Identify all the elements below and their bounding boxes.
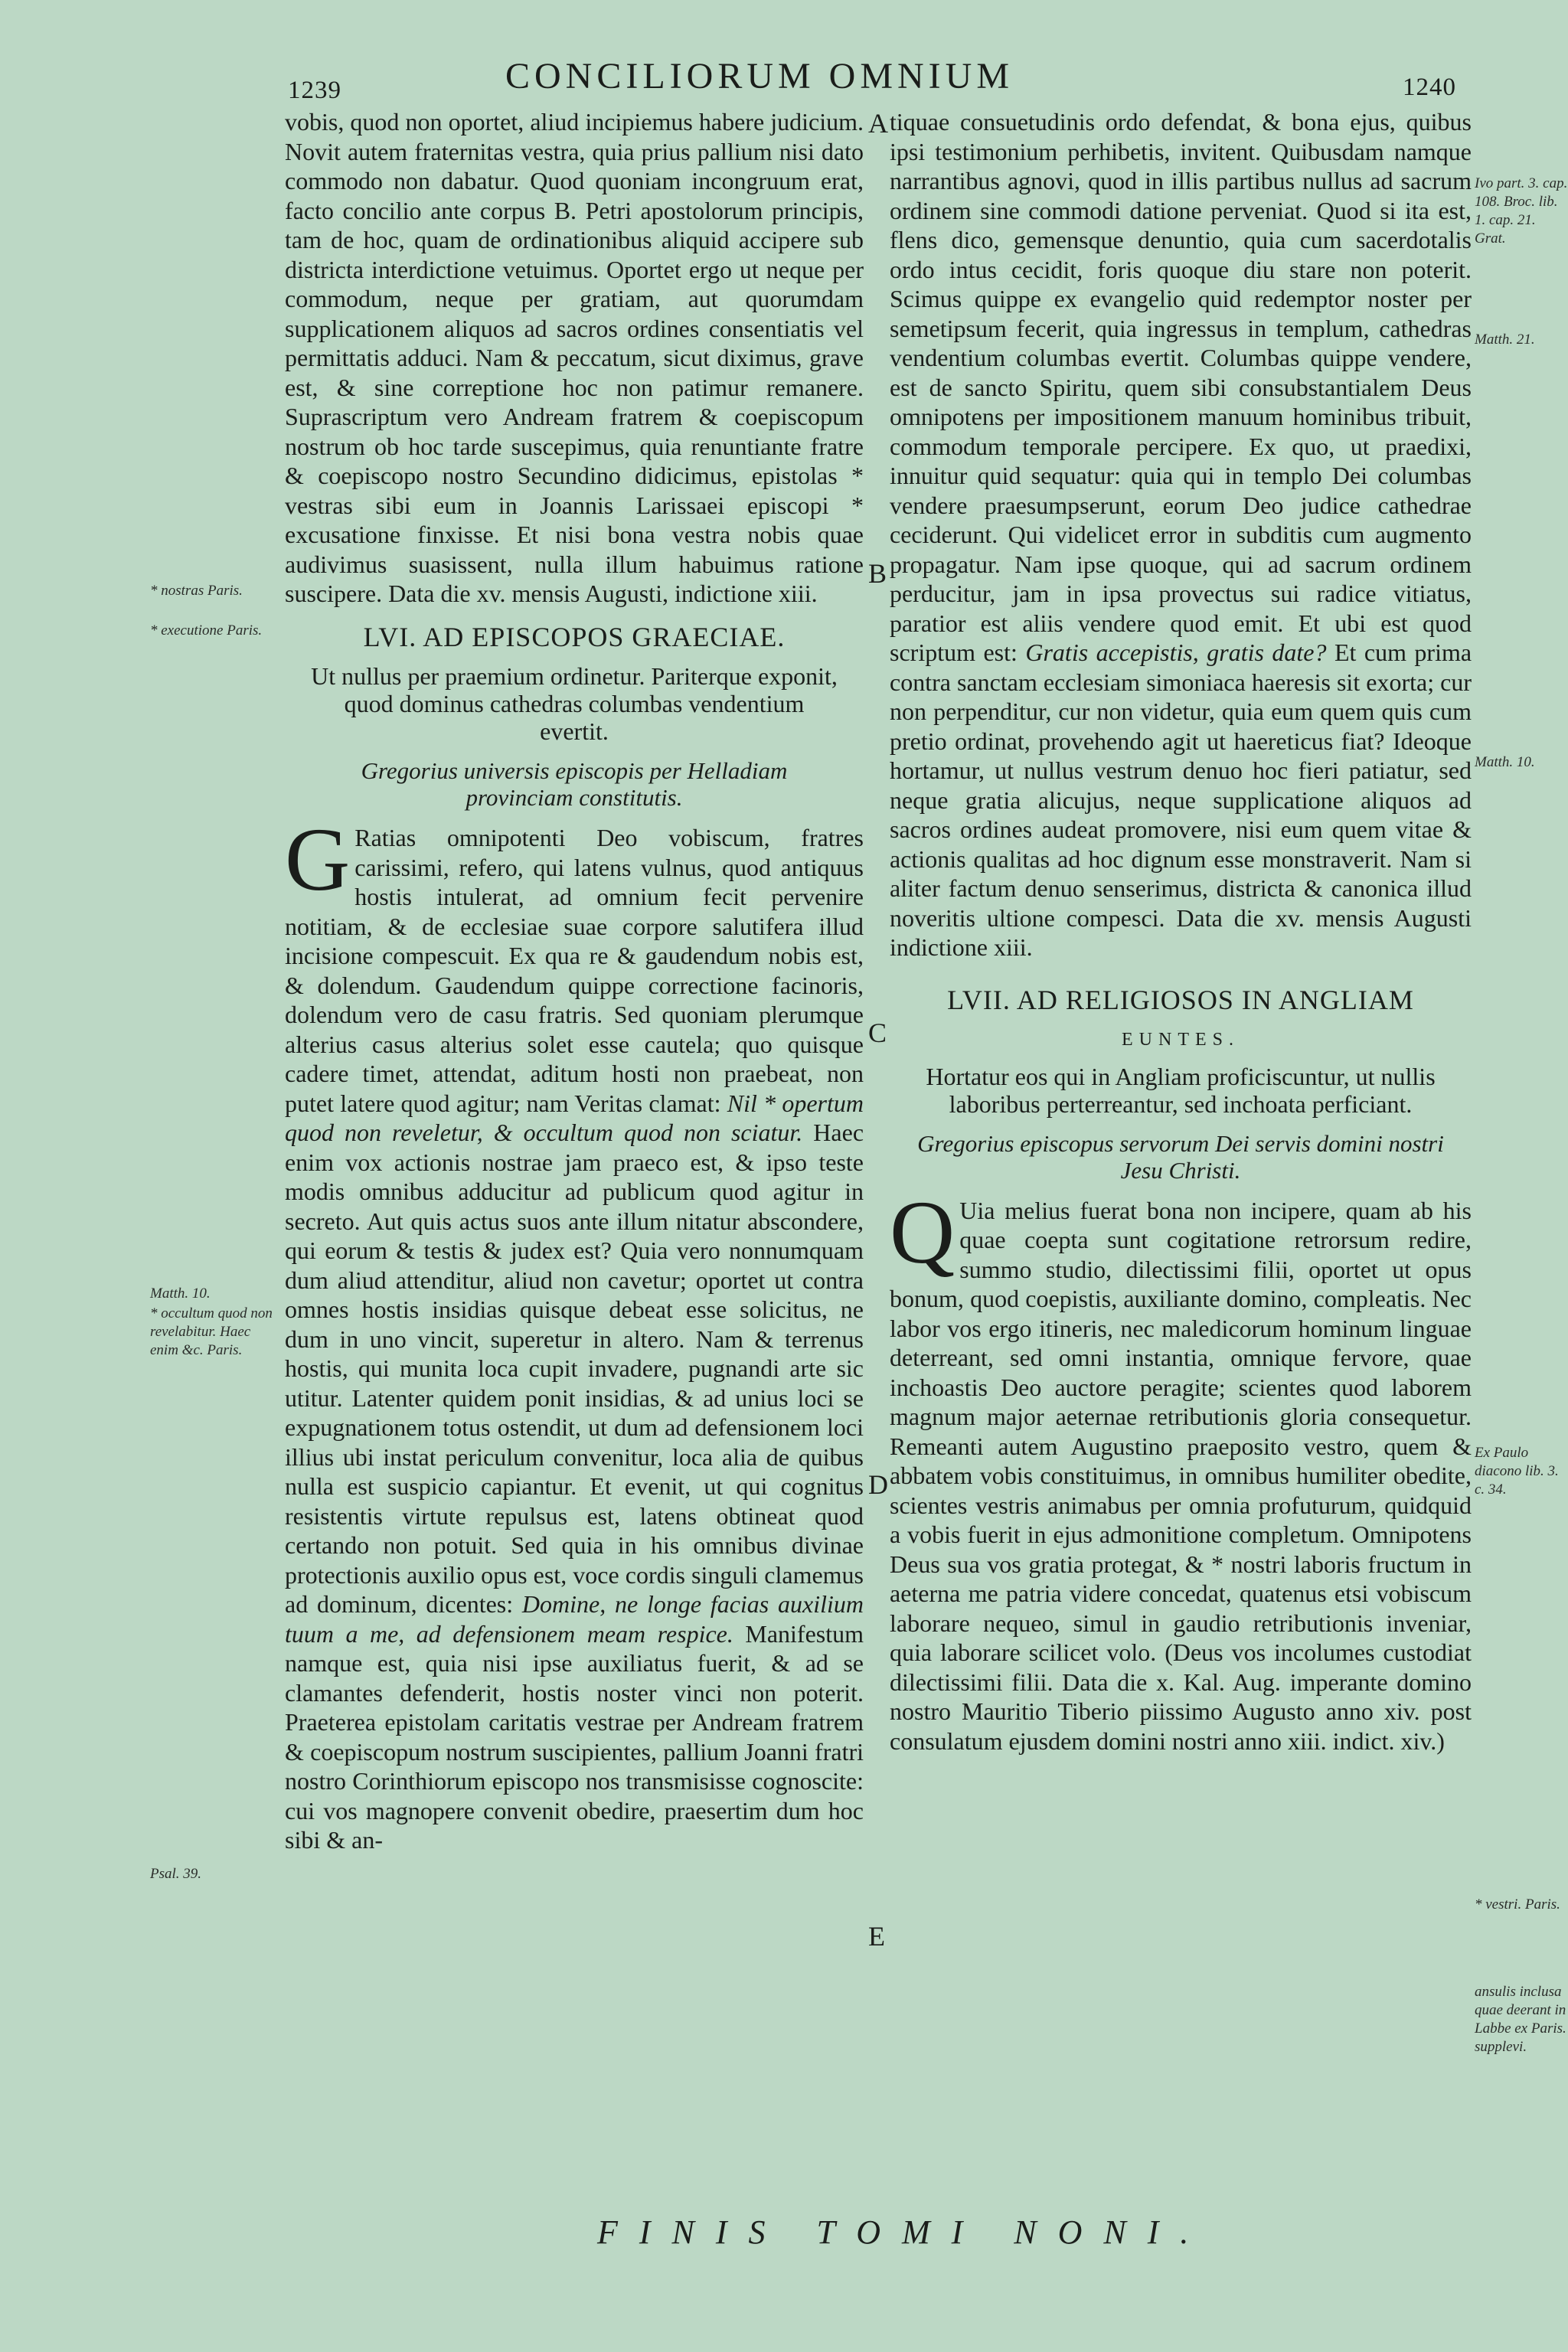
section-letter-c: C: [868, 1018, 887, 1048]
letter-57-heading-sub: EUNTES.: [1122, 1030, 1240, 1050]
margin-note-right-4: Ex Paulo diacono lib. 3. c. 34.: [1475, 1445, 1559, 1498]
margin-note-left-3: Matth. 10.: [150, 1285, 211, 1302]
letter-57-text: Uia melius fuerat bona non incipere, quam ab his quae coepta sunt cogitatione retrorsum redire, summo studio, dilectissimi filii, oportet ut opus bonum, quod coepistis, auxiliante domino, compleatis. Nec labor vos ergo itineris, nec maledicorum hominum linguae deterreant, sed omni instantia, omnique fervore, quae inchoastis Deo auctore peragite; scientes quod laborem magnum major aeternae retributionis gloria consequetur. Remeanti autem Augustino praeposito vestro, quem & abbatem vobis constituimus, in omnibus humiliter obedite, scientes vestris animabus per omnia profuturum, quidquid a vobis fuerit in ejus admonitione completum. Omnipotens Deus sua vos gratia protegat, & * nostri laboris fructum in aeterna me patria videre concedat, quatenus etsi vobiscum laborare nequeo, simul in gaudio retributionis inveniar, quia laborare scilicet volo. (Deus vos incolumes custodiat dilectissimi filii. Data die x. Kal. Aug. imperante domino nostro Mauritio Tiberio piissimo Augusto anno xiv. post consulatum ejusdem domini nostri anno xiii. indict. xiv.): [890, 1196, 1472, 1755]
margin-note-left-2: * executione Paris.: [150, 622, 263, 639]
letter-57-summary: Hortatur eos qui in Angliam proficiscuntur, ut nullis laboribus perterreantur, sed inchoata perficiant.: [926, 1062, 1436, 1118]
margin-note-left-1: * nostras Paris.: [150, 583, 243, 599]
letter-56-cont-a: tiquae consuetudinis ordo defendat, & bona ejus, quibus ipsi testimonium perhibetis, invitent. Quibusdam namque narrantibus agnovi, quod in illis partibus nullus ad sacrum ordinem sine commodi datione perveniat. Quod si ita est, flens dico, gemensque denuntio, quia cum sacerdotalis ordo intus cecidit, foris quoque diu stare non poterit. Scimus quippe ex evangelio quid redemptor noster per semetipsum fecerit, quia ingressus in templum, cathedras vendentium columbas evertit. Columbas quippe vendere, est de sancto Spiritu, quem sibi consubstantialem Deus omnipotens per impositionem manuum hominibus tribuit, commodum temporale percipere. Ex quo, ut praedixi, innuitur quid sequatur: quia qui in templo Dei columbas vendere praesumpserunt, eorum Deo judice cathedrae ceciderunt. Qui videlicet error in subditis cum augmento propagatur. Nam ipse quoque, qui ad sacrum ordinem perducitur, jam in ipsa provectus sui radice vitiatus, paratior est aliis vendere quod emit. Et ubi est quod scriptum est:: [890, 108, 1472, 666]
letter-56-text-c: Manifestum namque est, quia nisi ipse auxiliatus fuerit, & ad se clamantes defenderit, hostis noster vinci non poterit. Praeterea epistolam caritatis vestrae per Andream fratrem & coepiscopum nostrum suscipientes, pallium Joanni fratri nostro Corinthiorum episcopo nos transmisisse cognoscite: cui vos magnopere convenit obedire, praesertim dum hoc sibi & an-: [285, 1619, 864, 1854]
letter-57-heading: LVII. AD RELIGIOSOS IN ANGLIAM: [947, 984, 1414, 1015]
dropcap-g: G: [285, 809, 351, 910]
margin-note-right-6: ansulis inclusa quae deerant in Labbe ex Paris. supplevi.: [1475, 1984, 1566, 2055]
letter-57-body: [890, 1181, 1472, 1756]
letter-56-summary: Ut nullus per praemium ordinetur. Pariterque exponit, quod dominus cathedras columbas vendentium evertit.: [311, 662, 838, 745]
page-number-left: 1239: [288, 77, 341, 104]
letter-56-cont-b: Et cum prima contra sanctam ecclesiam simoniaca haeresis sit exorta; cur non perpenditur, cur non videtur, quia eum quem quis cum pretio ordinat, provehendo agit ut haereticus fiat? Ideoque hortamur, ut nullus vestrum denuo hoc fieri patiatur, sed neque gratia alicujus, neque supplicatione aliquos ad sacros ordines audeat promovere, nisi eum quem vitae & actionis qualitas ad hoc dignum esse monstraverit. Nam si aliter factum denuo senserimus, districta & canonica illud noveritis ultione compesci. Data die xv. mensis Augusti indictione xiii.: [890, 639, 1472, 961]
letter-56-quote-b: Domine, ne longe facias auxilium tuum a me, ad defensionem meam respice.: [285, 1590, 864, 1648]
paragraph-end-of-letter-55: vobis, quod non oportet, aliud incipiemus habere judicium. Novit autem fraternitas vestra, quia prius pallium nisi dato commodo non dabatur. Quod quoniam incongruum erat, facto concilio ante corpus B. Petri apostolorum principis, tam de hoc, quam de ordinationibus aliquid accipere sub districta interdictione vetuimus. Oportet ergo ut neque per commodum, neque per gratiam, aut quorumdam supplicationem aliquos ad sacros ordines consentiatis vel permittatis adduci. Nam & peccatum, sicut diximus, grave est, & sine correptione hoc non patimur remanere. Suprascriptum vero Andream fratrem & coepiscopum nostrum ob hoc tarde suscepimus, quia renuntiante fratre & coepiscopo nostro Secundino didicimus, epistolas * vestras sibi eum in Joannis Larissaei episcopi * excusatione finxisse. Et nisi bona vestra nobis quae audivimus suasissent, nulla illum habuimus ratione suscipere. Data die xv. mensis Augusti, indictione xiii.: [285, 108, 864, 607]
letter-56-salutation: Gregorius universis episcopis per Helladiam provinciam constitutis.: [361, 757, 788, 811]
margin-note-left-5: Psal. 39.: [150, 1866, 202, 1882]
margin-note-right-2: Matth. 21.: [1475, 332, 1535, 348]
margin-note-right-1: Ivo part. 3. cap. 108. Broc. lib. 1. cap. 21. Grat.: [1475, 175, 1568, 247]
left-column: [285, 107, 864, 1855]
section-letter-e: E: [868, 1921, 885, 1952]
section-letter-a: A: [868, 108, 888, 139]
page-number-right: 1240: [1403, 74, 1456, 101]
letter-56-body: [285, 809, 864, 1855]
letter-56-text-b: Haec enim vox actionis nostrae jam praeco est, & ipso teste modis omnibus adducitur ad publicum quod agitur in secreto. Aut quis actus suos ante illum nitatur abscondere, qui eorum & testis & judex est? Quia vero nonnumquam dum aliud attenditur, aliud non cavetur; oportet ut contra omnes hostis insidias quisque debeat esse solicitus, ne dum in uno vincit, superetur in altero. Nam & terrenus hostis, qui munita loca cupit invadere, pugnandi arte sic utitur. Latenter quidem ponit insidias, & ad unius loci se expugnationem totus ostendit, ut dum ad defensionem loci illius ubi instat periculum convenitur, loca alia de quibus nulla est suspicio capiantur. Et evenit, ut qui cognitus resistentis virtute repulsus est, latens obtineat quod certando non potuit. Sed quia in his omnibus divinae protectionis auxilio opus est, voce cordis singuli clamemus ad dominum, dicentes:: [285, 1119, 864, 1618]
margin-note-left-4: * occultum quod non revelabitur. Haec enim &c. Paris.: [150, 1305, 273, 1358]
running-title: CONCILIORUM OMNIUM: [505, 56, 1014, 96]
section-letter-d: D: [868, 1469, 888, 1500]
right-column: [890, 107, 1472, 1756]
finis-tomi: FINIS TOMI NONI.: [597, 2213, 1210, 2251]
letter-56-continuation: [890, 107, 1472, 962]
letter-56-cont-quote: Gratis accepistis, gratis date?: [1025, 639, 1327, 666]
margin-note-right-5: * vestri. Paris.: [1475, 1896, 1560, 1913]
margin-note-right-3: Matth. 10.: [1475, 754, 1535, 770]
letter-56-text-a: Ratias omnipotenti Deo vobiscum, fratres carissimi, refero, qui latens vulnus, quod antiquus hostis intulerat, ad omnium fecit pervenire notitiam, & de ecclesiae suae corpore salutifera illud incisione compescuit. Ex qua re & gaudendum nobis est, & dolendum. Gaudendum quippe correctione facinoris, dolendum vero de casu fratris. Sed quoniam plerumque alterius casus alterius solet esse cautela; quo quisque cadere timet, attendat, aditum hosti non praebeat, non putet latere quod agitur; nam Veritas clamat:: [285, 824, 864, 1117]
section-letter-b: B: [868, 558, 887, 589]
letter-56-heading: LVI. AD EPISCOPOS GRAECIAE.: [363, 621, 786, 652]
dropcap-q: Q: [890, 1181, 956, 1282]
letter-57-salutation: Gregorius episcopus servorum Dei servis domini nostri Jesu Christi.: [917, 1129, 1444, 1184]
letter-56-quote-a: Nil * opertum quod non reveletur, & occultum quod non sciatur.: [285, 1089, 864, 1146]
